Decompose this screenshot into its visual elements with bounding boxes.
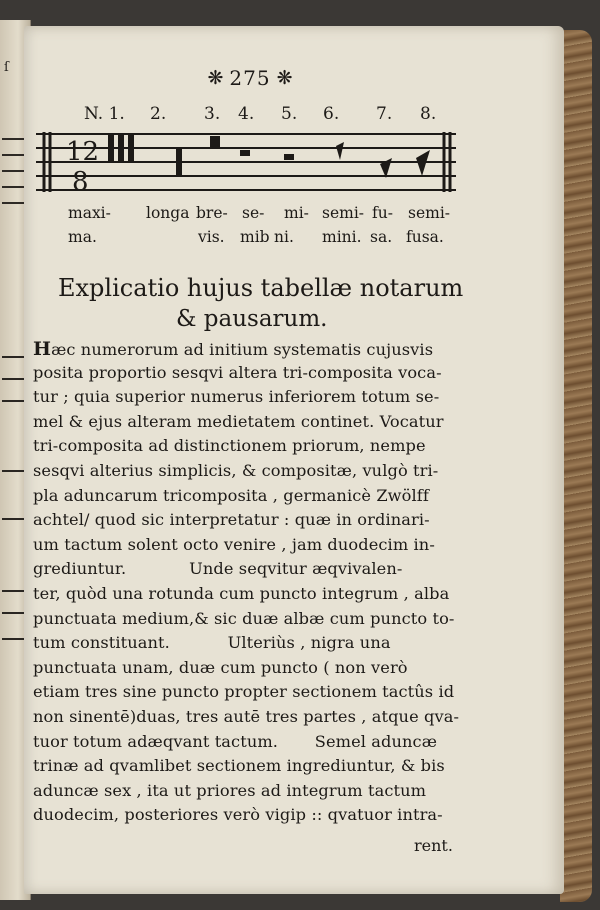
maxima-rest xyxy=(118,134,124,162)
body-line-text: mel & ejus alteram medietatem continet. Vocatur xyxy=(33,411,444,431)
body-line-text: punctuata unam, duæ cum puncto ( non verò xyxy=(33,657,408,677)
margin-staff-mark xyxy=(2,590,24,592)
body-line xyxy=(33,658,457,677)
column-number: 5. xyxy=(281,104,298,124)
body-line xyxy=(33,756,457,775)
body-line-text: tur ; quia superior numerus inferiorem totum se- xyxy=(33,387,440,407)
body-line-text: achtel/ quod sic interpretatur : quæ in ordinari- xyxy=(33,510,430,530)
left-staff-line xyxy=(2,154,24,156)
breve-rest xyxy=(210,136,220,148)
rosette-icon: ❋ xyxy=(276,66,293,89)
body-line xyxy=(33,732,457,751)
margin-staff-mark xyxy=(2,378,24,380)
body-line xyxy=(33,510,457,529)
body-line-text: um tactum solent octo venire , jam duodecim in- xyxy=(33,534,435,554)
note-name: ma. xyxy=(68,228,97,246)
section-title: Explicatio hujus tabellæ notarum xyxy=(58,274,464,302)
body-line-text: tri-composita ad distinctionem priorum, nempe xyxy=(33,436,426,456)
body-line-text: tuor totum adæqvant tactum. Semel aduncæ xyxy=(33,731,438,751)
note-name: maxi- xyxy=(68,204,111,222)
body-line xyxy=(33,805,457,824)
column-number: 8. xyxy=(420,104,437,124)
body-line xyxy=(33,363,457,382)
column-number: 6. xyxy=(323,104,340,124)
body-line xyxy=(33,486,457,505)
margin-staff-mark xyxy=(2,400,24,402)
left-staff-line xyxy=(2,186,24,188)
body-line xyxy=(33,436,457,455)
note-name: mini. xyxy=(322,228,362,246)
body-line xyxy=(33,535,457,554)
column-number: 7. xyxy=(376,104,393,124)
body-line-text: punctuata medium,& sic duæ albæ cum puncto to- xyxy=(33,608,455,628)
body-line-text: æc numerorum ad initium systematis cujusvis xyxy=(51,340,434,359)
margin-staff-mark xyxy=(2,612,24,614)
left-staff-line xyxy=(2,170,24,172)
semiminim-rest xyxy=(336,142,344,160)
column-number: 2. xyxy=(150,104,167,124)
rosette-icon: ❋ xyxy=(207,66,224,89)
note-name: vis. xyxy=(198,228,225,246)
margin-staff-mark xyxy=(2,638,24,640)
column-number: 4. xyxy=(238,104,255,124)
note-name: fusa. xyxy=(406,228,444,246)
note-name: se- xyxy=(242,204,265,222)
maxima-rest xyxy=(108,134,114,162)
note-name: mib xyxy=(240,228,270,246)
body-line-text: trinæ ad qvamlibet sectionem ingrediuntur, & bis xyxy=(33,756,445,776)
body-line xyxy=(33,559,457,578)
music-staff xyxy=(36,130,456,194)
page-header xyxy=(200,64,300,92)
body-line-text: duodecim, posteriores verò vigip :: qvatuor intra- xyxy=(33,805,443,825)
body-line xyxy=(33,387,457,406)
body-line xyxy=(33,338,457,360)
time-signature-top: 12 xyxy=(66,137,100,167)
column-number: 3. xyxy=(204,104,221,124)
body-line xyxy=(33,781,457,800)
margin-staff-mark xyxy=(2,470,24,472)
page-number: 275 xyxy=(229,66,271,90)
body-line xyxy=(33,609,457,628)
book-spine xyxy=(560,30,592,902)
body-line-text: pla aduncarum tricomposita , germanicè Zwölff xyxy=(33,485,429,505)
body-line xyxy=(33,707,460,726)
left-page-fragment: ſ xyxy=(4,60,9,75)
note-name: sa. xyxy=(370,228,393,246)
catchword: rent. xyxy=(414,836,453,855)
column-number: N. 1. xyxy=(84,104,125,124)
semibreve-rest xyxy=(240,150,250,156)
body-line xyxy=(33,412,457,431)
body-line-text: ter, quòd una rotunda cum puncto integrum , alba xyxy=(33,584,450,603)
longa-rest xyxy=(176,148,182,176)
body-line-text: etiam tres sine puncto propter sectionem tactûs id xyxy=(33,682,455,702)
section-title-continued: & pausarum. xyxy=(176,306,328,332)
note-name: mi- xyxy=(284,204,309,222)
margin-staff-mark xyxy=(2,518,24,520)
left-staff-line xyxy=(2,202,24,204)
body-line xyxy=(33,682,457,701)
body-line-text: aduncæ sex , ita ut priores ad integrum tactum xyxy=(33,780,427,800)
margin-staff-mark xyxy=(2,356,24,358)
note-name: longa xyxy=(146,204,190,222)
left-staff-line xyxy=(2,138,24,140)
note-name: semi- xyxy=(408,204,451,222)
body-line xyxy=(33,633,457,652)
body-line xyxy=(33,461,457,480)
minim-rest xyxy=(284,154,294,160)
body-line-text: posita proportio sesqvi altera tri-composita voca- xyxy=(33,362,442,382)
maxima-rest xyxy=(128,134,134,162)
body-line-text: tum constituant. Ulteriùs , nigra una xyxy=(33,633,391,653)
note-name: fu- xyxy=(372,204,393,222)
time-signature-bottom: 8 xyxy=(72,167,89,194)
body-line xyxy=(33,584,457,603)
body-line-text: grediuntur. Unde seqvitur æqvivalen- xyxy=(33,559,403,579)
note-name: ni. xyxy=(274,228,294,246)
initial-letter: H xyxy=(33,338,52,360)
note-name: semi- xyxy=(322,204,365,222)
note-name: bre- xyxy=(196,204,228,222)
body-line-text: non sinentē)duas, tres autē tres partes , atque qva- xyxy=(33,707,460,726)
body-line-text: sesqvi alterius simplicis, & compositæ, vulgò tri- xyxy=(33,461,439,480)
